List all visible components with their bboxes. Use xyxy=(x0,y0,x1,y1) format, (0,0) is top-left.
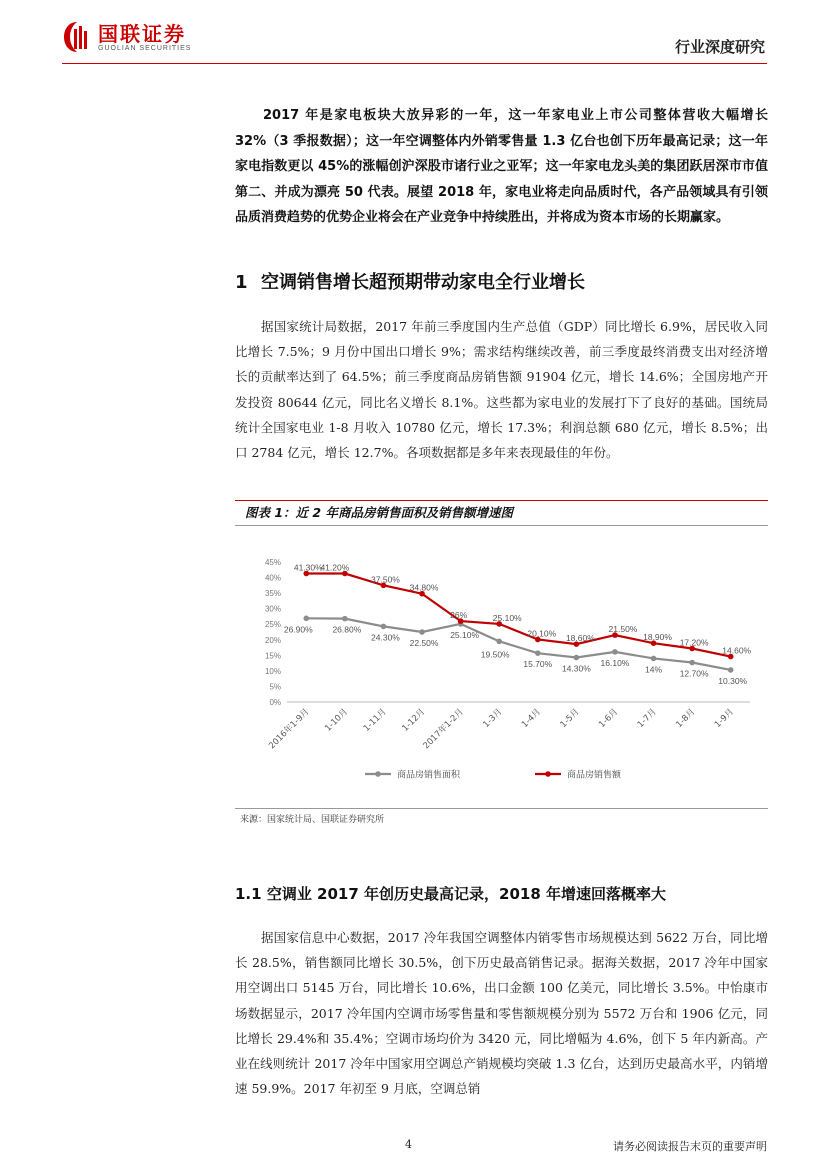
data-label: 26% xyxy=(450,610,468,621)
legend-marker xyxy=(375,771,381,777)
data-label: 26.90% xyxy=(283,624,313,635)
data-point xyxy=(689,660,695,666)
data-label: 18.90% xyxy=(643,632,672,643)
source-divider xyxy=(235,808,768,809)
company-logo xyxy=(62,20,191,54)
header-divider xyxy=(62,63,767,64)
data-point xyxy=(419,629,425,635)
data-label: 24.30% xyxy=(371,632,400,643)
line-chart xyxy=(235,540,768,800)
x-tick-label: 1-6月 xyxy=(597,707,621,730)
y-tick-label: 30% xyxy=(264,604,281,614)
x-tick-label: 1-9月 xyxy=(712,707,736,730)
data-label: 26.80% xyxy=(332,624,362,635)
page-number: 4 xyxy=(405,1138,412,1151)
report-type: 行业深度研究 xyxy=(674,38,765,56)
logo-cn-text: 国联证券 xyxy=(98,21,186,46)
section-1-1-number: 1.1 xyxy=(235,885,262,903)
y-tick-label: 15% xyxy=(264,651,281,661)
y-tick-label: 25% xyxy=(264,620,281,630)
data-label: 17.20% xyxy=(679,637,709,648)
data-point xyxy=(651,656,657,662)
logo-en-text: GUOLIAN SECURITIES xyxy=(98,44,192,52)
section-1-title: 空调销售增长超预期带动家电全行业增长 xyxy=(261,272,585,293)
y-tick-label: 20% xyxy=(264,635,281,645)
x-tick-label: 1-5月 xyxy=(558,707,582,730)
data-point xyxy=(728,667,734,673)
x-tick-label: 1-3月 xyxy=(481,707,505,730)
data-label: 10.30% xyxy=(718,675,748,686)
data-point xyxy=(535,650,541,656)
data-label: 41.20% xyxy=(320,562,350,573)
section-1-heading xyxy=(235,268,585,294)
x-tick-label: 1-11月 xyxy=(361,707,389,734)
legend-label: 商品房销售面积 xyxy=(397,770,461,781)
x-tick-label: 2017年1-2月 xyxy=(421,707,466,752)
figure-source: 来源：国家统计局、国联证券研究所 xyxy=(240,815,385,825)
data-label: 41.30% xyxy=(293,562,323,573)
data-label: 14% xyxy=(645,664,663,675)
y-tick-label: 0% xyxy=(269,698,281,707)
y-tick-label: 45% xyxy=(264,558,281,567)
data-point xyxy=(496,639,502,645)
x-tick-label: 1-4月 xyxy=(520,707,543,730)
page-header xyxy=(62,20,765,62)
data-point xyxy=(612,649,618,655)
data-label: 25.10% xyxy=(492,612,522,623)
body-paragraph-2: 据国家信息中心数据，2017 冷年我国空调整体内销零售市场规模达到 5622 万台，同比增长 28.5%，销售额同比增长 30.5%，创下历史最高销售记录。据海关数据，2017 冷年中国家用空调出口 5145 万台，同比增长 10.6%，出口金额 100 亿美元，同比增长 3.5%。中怡康市场数据显示，2017 冷年国内空调市场零售量和零售额规模分别为 5572 万台和 1906 亿元，同比增长 29.4%和 35.4%；空调市场均价为 3420 元，同比增幅为 4.6%，创下 5 年内新高。产业在线则统计 2017 冷年中国家用空调总产销规模均突破 1.3 亿台，达到历史最高水平，内销增速 59.9%。2017 年初至 9 月底，空调总销 xyxy=(235,930,768,1097)
figure-title xyxy=(235,500,768,526)
legend-marker xyxy=(545,771,551,777)
x-tick-label: 1-10月 xyxy=(323,707,350,734)
logo-icon xyxy=(62,20,92,54)
x-tick-label: 1-7月 xyxy=(635,707,659,730)
y-tick-label: 5% xyxy=(269,682,281,692)
y-tick-label: 40% xyxy=(264,573,281,583)
x-tick-label: 2016年1-9月 xyxy=(267,707,312,752)
data-label: 18.60% xyxy=(565,633,595,644)
section-1-number: 1 xyxy=(235,272,248,293)
x-tick-label: 1-12月 xyxy=(400,707,428,734)
data-label: 21.50% xyxy=(608,624,638,635)
intro-paragraph: 2017 年是家电板块大放异彩的一年，这一年家电业上市公司整体营收大幅增长 32%（3 季报数据）；这一年空调整体内外销零售量 1.3 亿台也创下历年最高记录；这一年家电指数更以 45%的涨幅创沪深股市诸行业之亚军；这一年家电龙头美的集团跃居深市市值第二、并成为漂亮 50 代表。展望 2018 年，家电业将走向品质时代，各产品领域具有引领品质消费趋势的优势企业将会在产业竞争中持续胜出，并将成为资本市场的长期赢家。 xyxy=(235,108,768,225)
section-1-1-heading xyxy=(235,883,666,904)
data-point xyxy=(303,616,309,622)
figure-title-text: 图表 1：近 2 年商品房销售面积及销售额增速图 xyxy=(245,505,513,520)
x-tick-label: 1-8月 xyxy=(674,707,698,730)
section-1-1-title: 空调业 2017 年创历史最高记录，2018 年增速回落概率大 xyxy=(266,885,666,903)
data-label: 19.50% xyxy=(480,649,510,660)
body-paragraph-1: 据国家统计局数据，2017 年前三季度国内生产总值（GDP）同比增长 6.9%，居民收入同比增长 7.5%；9 月份中国出口增长 9%；需求结构继续改善，前三季度最终消费支出对经济增长的贡献率达到了 64.5%；前三季度商品房销售额 91904 亿元，增长 14.6%；全国房地产开发投资 80644 亿元，同比名义增长 8.1%。这些都为家电业的发展打下了良好的基础。国统局统计全国家电业 1-8 月收入 10780 亿元，增长 17.3%；利润总额 680 亿元，增长 8.5%；出口 2784 亿元，增长 12.7%。各项数据都是多年来表现最佳的年份。 xyxy=(235,319,768,461)
data-point xyxy=(342,616,348,622)
footer-disclaimer: 请务必阅读报告末页的重要声明 xyxy=(613,1140,767,1153)
data-label: 25.10% xyxy=(450,629,480,640)
data-label: 15.70% xyxy=(523,659,553,670)
data-point xyxy=(381,624,387,630)
data-label: 16.10% xyxy=(600,657,630,668)
data-label: 14.60% xyxy=(722,645,752,656)
data-label: 14.30% xyxy=(561,663,591,674)
data-label: 12.70% xyxy=(679,668,709,679)
y-tick-label: 35% xyxy=(264,589,281,599)
data-label: 37.50% xyxy=(371,574,400,585)
data-label: 22.50% xyxy=(409,638,439,648)
data-point xyxy=(574,655,580,661)
y-tick-label: 10% xyxy=(264,666,281,676)
data-label: 34.80% xyxy=(409,582,439,593)
data-label: 20.10% xyxy=(527,628,557,639)
legend-label: 商品房销售额 xyxy=(567,770,622,781)
